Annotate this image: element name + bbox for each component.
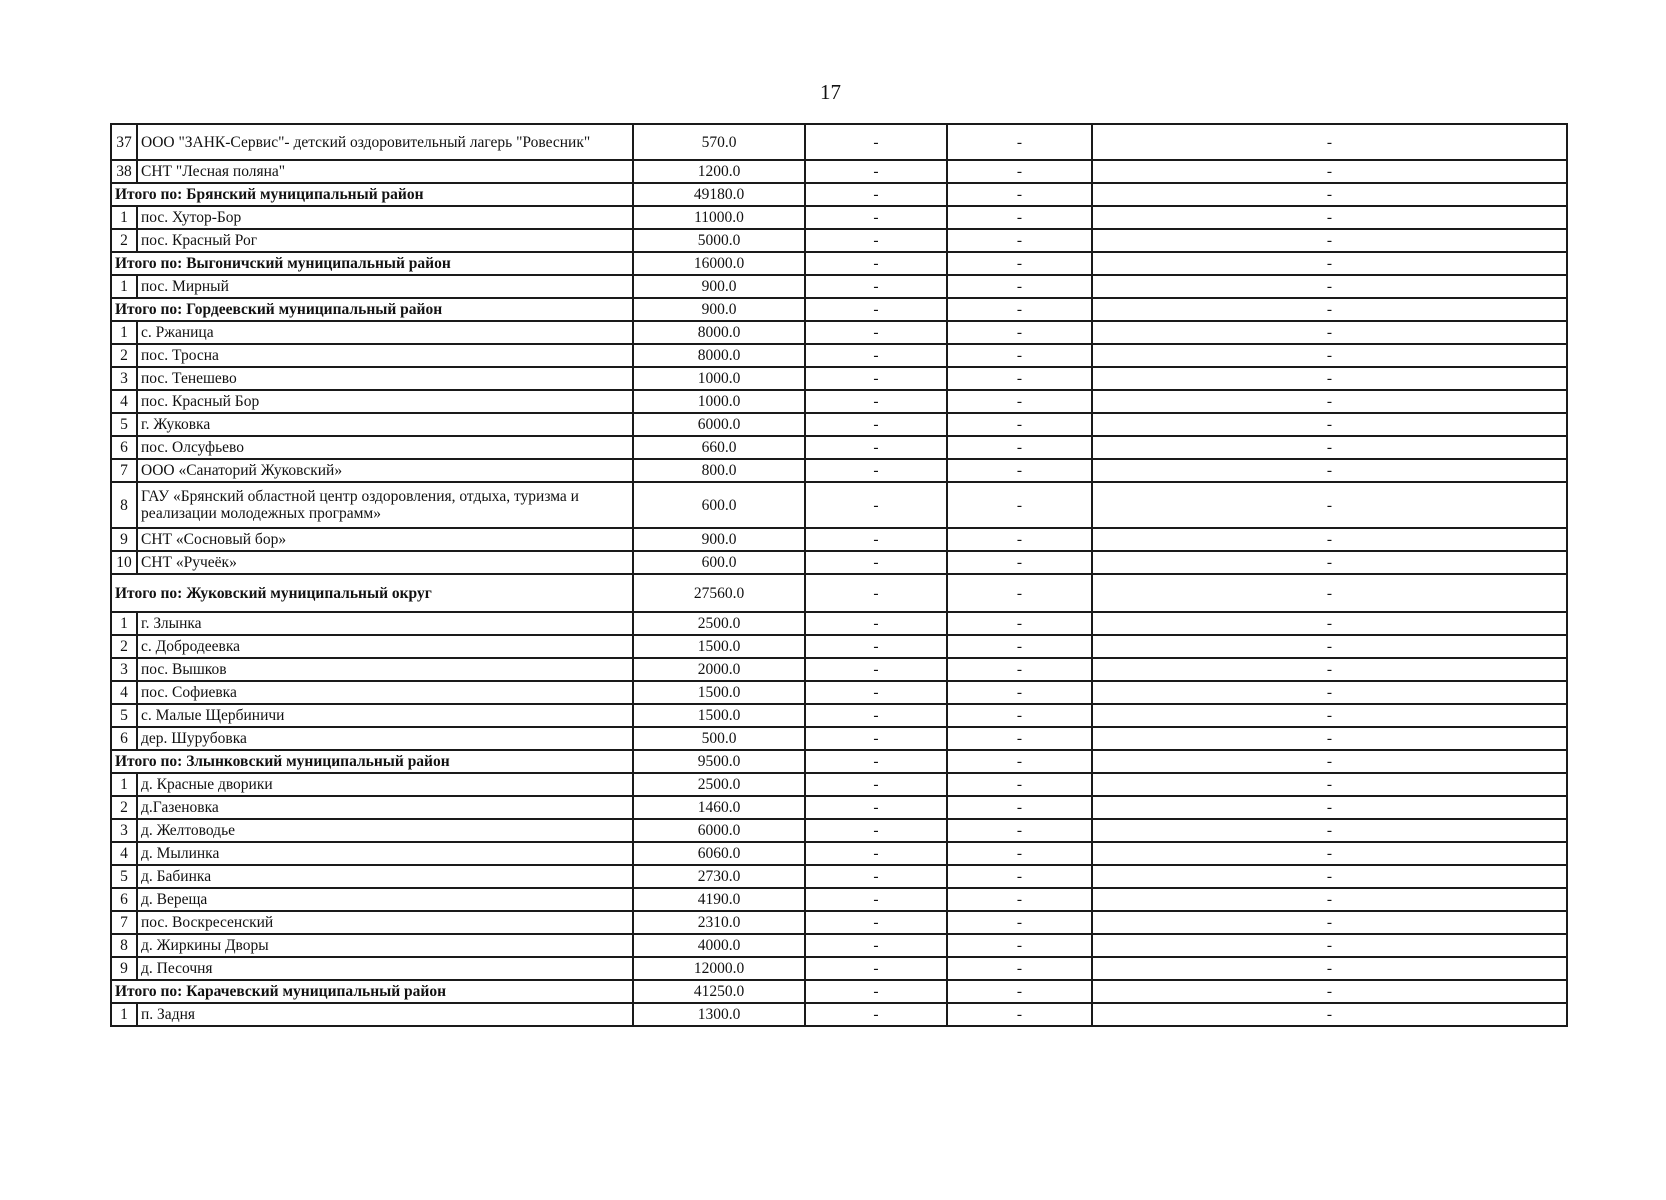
column-3-cell: -: [805, 367, 947, 390]
column-4-cell: -: [947, 574, 1092, 612]
row-number-cell: 1: [111, 1003, 137, 1026]
column-3-cell: -: [805, 1003, 947, 1026]
column-3-cell: -: [805, 229, 947, 252]
column-3-cell: -: [805, 681, 947, 704]
column-4-cell: -: [947, 275, 1092, 298]
amount-cell: 1500.0: [633, 681, 805, 704]
column-4-cell: -: [947, 612, 1092, 635]
row-number-cell: 3: [111, 367, 137, 390]
column-3-cell: -: [805, 704, 947, 727]
row-name-cell: д. Песочня: [137, 957, 633, 980]
table-row: [111, 704, 1567, 727]
column-3-cell: -: [805, 344, 947, 367]
column-3-cell: -: [805, 796, 947, 819]
column-4-cell: -: [947, 206, 1092, 229]
column-3-cell: -: [805, 957, 947, 980]
column-5-cell: -: [1092, 183, 1567, 206]
column-4-cell: -: [947, 911, 1092, 934]
column-3-cell: -: [805, 842, 947, 865]
column-5-cell: -: [1092, 773, 1567, 796]
column-5-cell: -: [1092, 842, 1567, 865]
row-name-cell: пос. Красный Рог: [137, 229, 633, 252]
row-number-cell: 7: [111, 911, 137, 934]
column-5-cell: -: [1092, 888, 1567, 911]
column-5-cell: -: [1092, 750, 1567, 773]
row-number-cell: 4: [111, 681, 137, 704]
row-name-cell: г. Жуковка: [137, 413, 633, 436]
column-5-cell: -: [1092, 367, 1567, 390]
column-3-cell: -: [805, 612, 947, 635]
table-row: [111, 482, 1567, 528]
row-number-cell: 37: [111, 124, 137, 160]
column-5-cell: -: [1092, 252, 1567, 275]
column-5-cell: -: [1092, 321, 1567, 344]
column-5-cell: -: [1092, 957, 1567, 980]
amount-cell: 900.0: [633, 298, 805, 321]
column-4-cell: -: [947, 367, 1092, 390]
column-3-cell: -: [805, 252, 947, 275]
row-name-cell: СНТ «Ручеёк»: [137, 551, 633, 574]
table-row: [111, 635, 1567, 658]
row-name-cell: ООО "ЗАНК-Сервис"- детский оздоровительный лагерь "Ровесник": [137, 124, 633, 160]
column-4-cell: -: [947, 865, 1092, 888]
row-number-cell: 5: [111, 413, 137, 436]
column-4-cell: -: [947, 957, 1092, 980]
column-4-cell: -: [947, 796, 1092, 819]
column-3-cell: -: [805, 551, 947, 574]
row-name-cell: с. Ржаница: [137, 321, 633, 344]
row-name-cell: пос. Софиевка: [137, 681, 633, 704]
column-5-cell: -: [1092, 819, 1567, 842]
column-3-cell: -: [805, 459, 947, 482]
column-3-cell: -: [805, 911, 947, 934]
table-row: [111, 124, 1567, 160]
column-3-cell: -: [805, 750, 947, 773]
row-number-cell: 10: [111, 551, 137, 574]
amount-cell: 16000.0: [633, 252, 805, 275]
table-row: [111, 727, 1567, 750]
table-row: [111, 229, 1567, 252]
column-4-cell: -: [947, 842, 1092, 865]
column-5-cell: -: [1092, 413, 1567, 436]
row-number-cell: 2: [111, 229, 137, 252]
row-name-cell: пос. Олсуфьево: [137, 436, 633, 459]
column-3-cell: -: [805, 413, 947, 436]
row-number-cell: 5: [111, 704, 137, 727]
column-5-cell: -: [1092, 635, 1567, 658]
row-name-cell: п. Задня: [137, 1003, 633, 1026]
table-row: [111, 888, 1567, 911]
row-number-cell: 2: [111, 635, 137, 658]
amount-cell: 1300.0: [633, 1003, 805, 1026]
column-3-cell: -: [805, 275, 947, 298]
column-4-cell: -: [947, 528, 1092, 551]
row-name-cell: пос. Красный Бор: [137, 390, 633, 413]
column-3-cell: -: [805, 482, 947, 528]
row-number-cell: 9: [111, 528, 137, 551]
row-name-cell: д. Жиркины Дворы: [137, 934, 633, 957]
column-4-cell: -: [947, 298, 1092, 321]
row-name-cell: ГАУ «Брянский областной центр оздоровления, отдыха, туризма и реализации молодежных программ»: [137, 482, 633, 528]
row-number-cell: 1: [111, 773, 137, 796]
column-4-cell: -: [947, 124, 1092, 160]
row-name-cell: пос. Мирный: [137, 275, 633, 298]
column-4-cell: -: [947, 704, 1092, 727]
table-row: [111, 842, 1567, 865]
row-name-cell: пос. Воскресенский: [137, 911, 633, 934]
column-5-cell: -: [1092, 124, 1567, 160]
column-3-cell: -: [805, 321, 947, 344]
column-4-cell: -: [947, 681, 1092, 704]
column-3-cell: -: [805, 390, 947, 413]
column-3-cell: -: [805, 773, 947, 796]
row-name-cell: г. Злынка: [137, 612, 633, 635]
column-5-cell: -: [1092, 1003, 1567, 1026]
column-4-cell: -: [947, 980, 1092, 1003]
table-row: [111, 321, 1567, 344]
row-number-cell: 2: [111, 344, 137, 367]
column-4-cell: -: [947, 160, 1092, 183]
row-number-cell: 1: [111, 321, 137, 344]
column-3-cell: -: [805, 436, 947, 459]
column-5-cell: -: [1092, 229, 1567, 252]
column-3-cell: -: [805, 160, 947, 183]
row-number-cell: 6: [111, 727, 137, 750]
column-5-cell: -: [1092, 980, 1567, 1003]
row-number-cell: 1: [111, 206, 137, 229]
column-5-cell: -: [1092, 865, 1567, 888]
table-total-row: [111, 252, 1567, 275]
table-row: [111, 367, 1567, 390]
amount-cell: 11000.0: [633, 206, 805, 229]
column-5-cell: -: [1092, 796, 1567, 819]
column-3-cell: -: [805, 574, 947, 612]
column-3-cell: -: [805, 206, 947, 229]
amount-cell: 900.0: [633, 275, 805, 298]
table-row: [111, 773, 1567, 796]
table-row: [111, 865, 1567, 888]
total-label-cell: Итого по: Брянский муниципальный район: [111, 183, 633, 206]
amount-cell: 1460.0: [633, 796, 805, 819]
column-3-cell: -: [805, 888, 947, 911]
column-4-cell: -: [947, 413, 1092, 436]
allocation-table: [110, 123, 1568, 1027]
column-4-cell: -: [947, 321, 1092, 344]
column-4-cell: -: [947, 658, 1092, 681]
total-label-cell: Итого по: Гордеевский муниципальный район: [111, 298, 633, 321]
column-3-cell: -: [805, 658, 947, 681]
amount-cell: 1500.0: [633, 635, 805, 658]
row-number-cell: 8: [111, 934, 137, 957]
row-name-cell: пос. Тросна: [137, 344, 633, 367]
column-3-cell: -: [805, 980, 947, 1003]
amount-cell: 27560.0: [633, 574, 805, 612]
amount-cell: 600.0: [633, 551, 805, 574]
amount-cell: 570.0: [633, 124, 805, 160]
row-number-cell: 8: [111, 482, 137, 528]
amount-cell: 4000.0: [633, 934, 805, 957]
column-4-cell: -: [947, 888, 1092, 911]
column-5-cell: -: [1092, 551, 1567, 574]
column-3-cell: -: [805, 528, 947, 551]
table-row: [111, 934, 1567, 957]
amount-cell: 5000.0: [633, 229, 805, 252]
table-row: [111, 819, 1567, 842]
amount-cell: 1000.0: [633, 367, 805, 390]
row-number-cell: 3: [111, 819, 137, 842]
table-total-row: [111, 980, 1567, 1003]
column-4-cell: -: [947, 551, 1092, 574]
column-5-cell: -: [1092, 681, 1567, 704]
row-name-cell: с. Малые Щербиничи: [137, 704, 633, 727]
table-total-row: [111, 574, 1567, 612]
column-4-cell: -: [947, 436, 1092, 459]
column-3-cell: -: [805, 124, 947, 160]
column-5-cell: -: [1092, 206, 1567, 229]
table-total-row: [111, 750, 1567, 773]
column-4-cell: -: [947, 773, 1092, 796]
amount-cell: 1200.0: [633, 160, 805, 183]
column-5-cell: -: [1092, 436, 1567, 459]
amount-cell: 49180.0: [633, 183, 805, 206]
amount-cell: 6060.0: [633, 842, 805, 865]
amount-cell: 2730.0: [633, 865, 805, 888]
table-row: [111, 911, 1567, 934]
row-number-cell: 5: [111, 865, 137, 888]
amount-cell: 8000.0: [633, 344, 805, 367]
amount-cell: 2500.0: [633, 773, 805, 796]
amount-cell: 6000.0: [633, 413, 805, 436]
table-total-row: [111, 183, 1567, 206]
row-number-cell: 4: [111, 842, 137, 865]
table-row: [111, 206, 1567, 229]
amount-cell: 9500.0: [633, 750, 805, 773]
row-number-cell: 6: [111, 436, 137, 459]
column-4-cell: -: [947, 819, 1092, 842]
column-4-cell: -: [947, 183, 1092, 206]
column-5-cell: -: [1092, 390, 1567, 413]
column-3-cell: -: [805, 298, 947, 321]
column-4-cell: -: [947, 635, 1092, 658]
column-5-cell: -: [1092, 727, 1567, 750]
table-row: [111, 957, 1567, 980]
amount-cell: 800.0: [633, 459, 805, 482]
table-total-row: [111, 298, 1567, 321]
amount-cell: 8000.0: [633, 321, 805, 344]
row-name-cell: пос. Тенешево: [137, 367, 633, 390]
row-number-cell: 2: [111, 796, 137, 819]
row-number-cell: 1: [111, 275, 137, 298]
amount-cell: 600.0: [633, 482, 805, 528]
table-row: [111, 796, 1567, 819]
table-row: [111, 612, 1567, 635]
table-row: [111, 459, 1567, 482]
row-name-cell: пос. Хутор-Бор: [137, 206, 633, 229]
amount-cell: 2310.0: [633, 911, 805, 934]
column-5-cell: -: [1092, 574, 1567, 612]
column-5-cell: -: [1092, 528, 1567, 551]
row-name-cell: дер. Шурубовка: [137, 727, 633, 750]
table-row: [111, 658, 1567, 681]
table-row: [111, 160, 1567, 183]
column-4-cell: -: [947, 482, 1092, 528]
amount-cell: 900.0: [633, 528, 805, 551]
row-name-cell: д. Желтоводье: [137, 819, 633, 842]
row-name-cell: с. Добродеевка: [137, 635, 633, 658]
table-row: [111, 344, 1567, 367]
table-row: [111, 436, 1567, 459]
column-3-cell: -: [805, 865, 947, 888]
column-5-cell: -: [1092, 658, 1567, 681]
column-4-cell: -: [947, 459, 1092, 482]
row-name-cell: д. Верещa: [137, 888, 633, 911]
amount-cell: 500.0: [633, 727, 805, 750]
row-number-cell: 38: [111, 160, 137, 183]
column-5-cell: -: [1092, 911, 1567, 934]
column-5-cell: -: [1092, 482, 1567, 528]
total-label-cell: Итого по: Злынковский муниципальный район: [111, 750, 633, 773]
table-row: [111, 551, 1567, 574]
row-name-cell: ООО «Санаторий Жуковский»: [137, 459, 633, 482]
page-number: 17: [820, 80, 841, 104]
column-4-cell: -: [947, 727, 1092, 750]
column-5-cell: -: [1092, 298, 1567, 321]
total-label-cell: Итого по: Карачевский муниципальный район: [111, 980, 633, 1003]
table-row: [111, 275, 1567, 298]
table-row: [111, 1003, 1567, 1026]
column-4-cell: -: [947, 229, 1092, 252]
column-3-cell: -: [805, 635, 947, 658]
row-number-cell: 9: [111, 957, 137, 980]
amount-cell: 660.0: [633, 436, 805, 459]
table-row: [111, 390, 1567, 413]
total-label-cell: Итого по: Выгоничский муниципальный район: [111, 252, 633, 275]
row-number-cell: 6: [111, 888, 137, 911]
amount-cell: 12000.0: [633, 957, 805, 980]
column-5-cell: -: [1092, 344, 1567, 367]
table-body: [111, 124, 1567, 1026]
row-name-cell: д. Красные дворики: [137, 773, 633, 796]
row-name-cell: д.Газеновка: [137, 796, 633, 819]
column-4-cell: -: [947, 252, 1092, 275]
row-number-cell: 1: [111, 612, 137, 635]
amount-cell: 6000.0: [633, 819, 805, 842]
column-5-cell: -: [1092, 160, 1567, 183]
column-3-cell: -: [805, 727, 947, 750]
column-4-cell: -: [947, 390, 1092, 413]
column-4-cell: -: [947, 934, 1092, 957]
column-3-cell: -: [805, 934, 947, 957]
row-name-cell: СНТ «Сосновый бор»: [137, 528, 633, 551]
column-4-cell: -: [947, 1003, 1092, 1026]
row-name-cell: д. Мылинка: [137, 842, 633, 865]
column-3-cell: -: [805, 183, 947, 206]
column-5-cell: -: [1092, 275, 1567, 298]
column-5-cell: -: [1092, 612, 1567, 635]
table-row: [111, 413, 1567, 436]
column-4-cell: -: [947, 344, 1092, 367]
row-name-cell: пос. Вышков: [137, 658, 633, 681]
amount-cell: 1000.0: [633, 390, 805, 413]
table-row: [111, 528, 1567, 551]
row-number-cell: 4: [111, 390, 137, 413]
row-name-cell: СНТ "Лесная поляна": [137, 160, 633, 183]
table-row: [111, 681, 1567, 704]
row-number-cell: 3: [111, 658, 137, 681]
amount-cell: 41250.0: [633, 980, 805, 1003]
column-5-cell: -: [1092, 934, 1567, 957]
total-label-cell: Итого по: Жуковский муниципальный округ: [111, 574, 633, 612]
column-3-cell: -: [805, 819, 947, 842]
amount-cell: 2000.0: [633, 658, 805, 681]
column-5-cell: -: [1092, 459, 1567, 482]
column-4-cell: -: [947, 750, 1092, 773]
amount-cell: 2500.0: [633, 612, 805, 635]
column-5-cell: -: [1092, 704, 1567, 727]
row-name-cell: д. Бабинка: [137, 865, 633, 888]
amount-cell: 1500.0: [633, 704, 805, 727]
row-number-cell: 7: [111, 459, 137, 482]
amount-cell: 4190.0: [633, 888, 805, 911]
